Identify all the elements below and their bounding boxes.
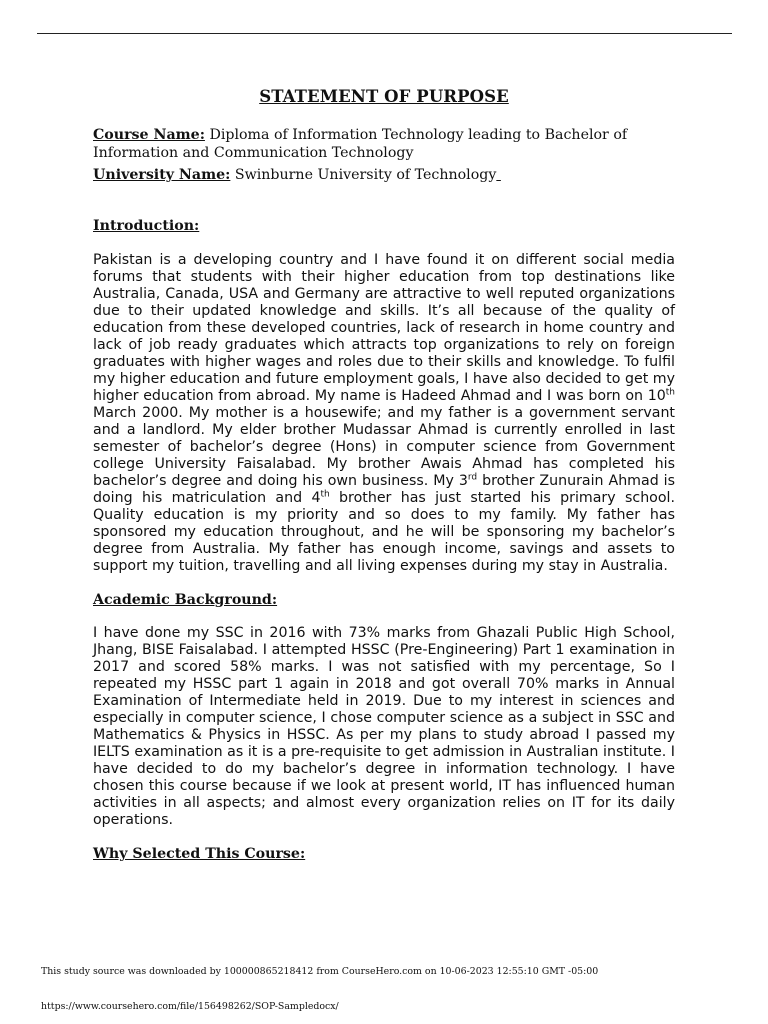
why-selected-course-heading: Why Selected This Course: — [93, 846, 306, 862]
intro-sup-2: rd — [467, 472, 478, 483]
university-name-label: University Name: — [93, 167, 231, 183]
download-note: This study source was downloaded by 100000865218412 from CourseHero.com on 10-06-2023 12:55:10 GMT -05:00 — [41, 966, 599, 977]
document-title: STATEMENT OF PURPOSE — [259, 87, 509, 106]
intro-text-4: brother has just started his primary school. Quality education is my priority and so does to my family. My father has sponsored my education throughout, and he will be sponsoring my bachelor’s degree from Australia. My father has enough income, savings and assets to support my tuition, travelling and all living expenses during my stay in Australia. — [93, 490, 675, 574]
academic-background-paragraph: I have done my SSC in 2016 with 73% marks from Ghazali Public High School, Jhang, BISE Faisalabad. I attempted HSSC (Pre-Engineering) Part 1 examination in 2017 and scored 58% marks. I was not satisfied with my percentage, So I repeated my HSSC part 1 again in 2018 and got overall 70% marks in Annual Examination of Intermediate held in 2019. Due to my interest in sciences and especially in computer science, I chose computer science as a subject in SSC and Mathematics & Physics in HSSC. As per my plans to study abroad I passed my IELTS examination as it is a pre-requisite to get admission in Australian institute. I have decided to do my bachelor’s degree in information technology. I have chosen this course because if we look at present world, IT has influenced human activities in all aspects; and almost every organization relies on IT for its daily operations. — [93, 625, 675, 828]
intro-sup-1: th — [665, 387, 675, 398]
academic-background-heading: Academic Background: — [93, 592, 278, 608]
intro-text-3: brother Zunurain Ahmad is doing his matriculation and 4 — [93, 473, 675, 506]
university-name-value: Swinburne University of Technology — [234, 167, 497, 183]
university-name — [93, 166, 675, 184]
document-body — [93, 87, 675, 862]
source-url[interactable]: https://www.coursehero.com/file/156498262/SOP-Sampledocx/ — [41, 1001, 339, 1012]
top-divider — [37, 33, 732, 34]
underline-trail — [496, 167, 501, 183]
course-name-value-line1: Diploma of Information Technology leading to Bachelor of — [209, 127, 628, 143]
introduction-paragraph — [93, 252, 675, 575]
introduction-heading: Introduction: — [93, 218, 200, 234]
course-name-value-line2: Information and Communication Technology — [93, 145, 414, 161]
course-name-label: Course Name: — [93, 127, 205, 143]
intro-text-1: Pakistan is a developing country and I have found it on different social media forums that students with their higher education from top destinations like Australia, Canada, USA and Germany are attractive to well reputed organizations due to their updated knowledge and skills. It’s all because of the quality of education from these developed countries, lack of research in home country and lack of job ready graduates which attracts top organizations to rely on foreign graduates with higher wages and roles due to their skills and knowledge. To fulfil my higher education and future employment goals, I have also decided to get my higher education from abroad. My name is Hadeed Ahmad and I was born on 10 — [93, 252, 675, 404]
intro-text-2: March 2000. My mother is a housewife; and my father is a government servant and a landlord. My elder brother Mudassar Ahmad is currently enrolled in last semester of bachelor’s degree (Hons) in computer science from Government college University Faisalabad. My brother Awais Ahmad has completed his bachelor’s degree and doing his own business. My 3 — [93, 405, 675, 489]
intro-sup-3: th — [320, 489, 330, 500]
course-name — [93, 126, 675, 162]
